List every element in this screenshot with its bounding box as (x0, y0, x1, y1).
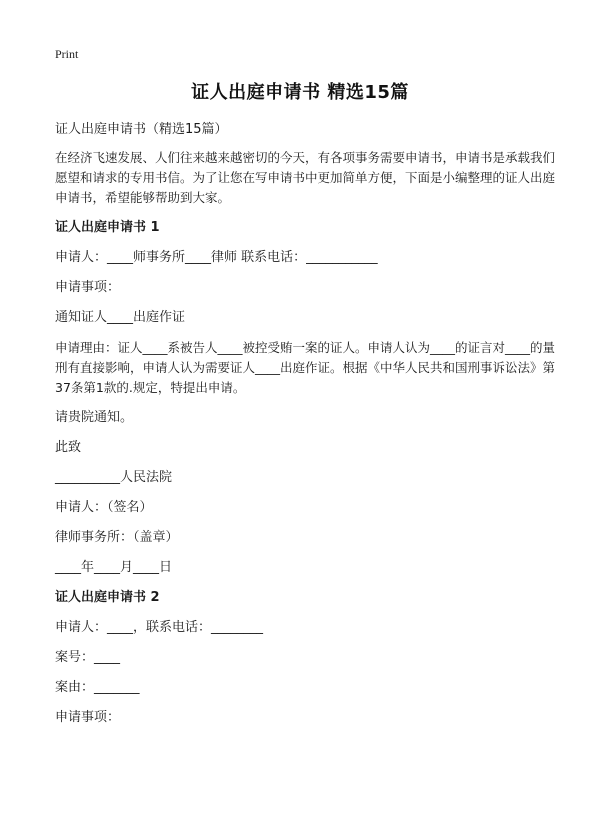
document-title: 证人出庭申请书 精选15篇 (191, 82, 409, 103)
section-heading: 证人出庭申请书 2 (55, 590, 160, 605)
section-2 (55, 588, 555, 728)
signature-line: 申请人：（签名） (55, 500, 153, 515)
request-line: 通知证人____出庭作证 (55, 310, 186, 325)
applicant-line: 申请人：____，联系电话：________ (55, 620, 264, 635)
case-cause-line: 案由：_______ (55, 680, 140, 695)
intro-paragraph: 在经济飞速发展、人们往来越来越密切的今天，有各项事务需要申请书，申请书是承载我们愿望和请求的专用书信。为了让您在写申请书中更加简单方便，下面是小编整理的证人出庭申请书，希望能够帮助到大家。 (55, 150, 556, 205)
notify-line: 请贵院通知。 (55, 410, 134, 425)
applicant-line: 申请人：____师事务所____律师 联系电话：___________ (55, 250, 378, 265)
section-1 (55, 218, 555, 578)
salutation-line: 此致 (55, 440, 82, 455)
document-body (55, 120, 555, 738)
firm-seal-line: 律师事务所：（盖章） (55, 530, 179, 545)
document-subtitle: 证人出庭申请书（精选15篇） (55, 122, 228, 137)
request-label: 申请事项： (55, 280, 121, 295)
date-line: ____年____月____日 (55, 560, 173, 575)
section-heading: 证人出庭申请书 1 (55, 220, 160, 235)
print-link[interactable]: Print (55, 47, 79, 61)
case-number-line: 案号：____ (55, 650, 121, 665)
request-label: 申请事项： (55, 710, 121, 725)
court-line: __________人民法院 (55, 470, 173, 485)
reason-paragraph: 申请理由：证人____系被告人____被控受贿一案的证人。申请人认为____的证言对____的量刑有直接影响，申请人认为需要证人____出庭作证。根据《中华人民共和国刑事诉讼法》第37条第1款的.规定，特提出申请。 (55, 340, 556, 395)
